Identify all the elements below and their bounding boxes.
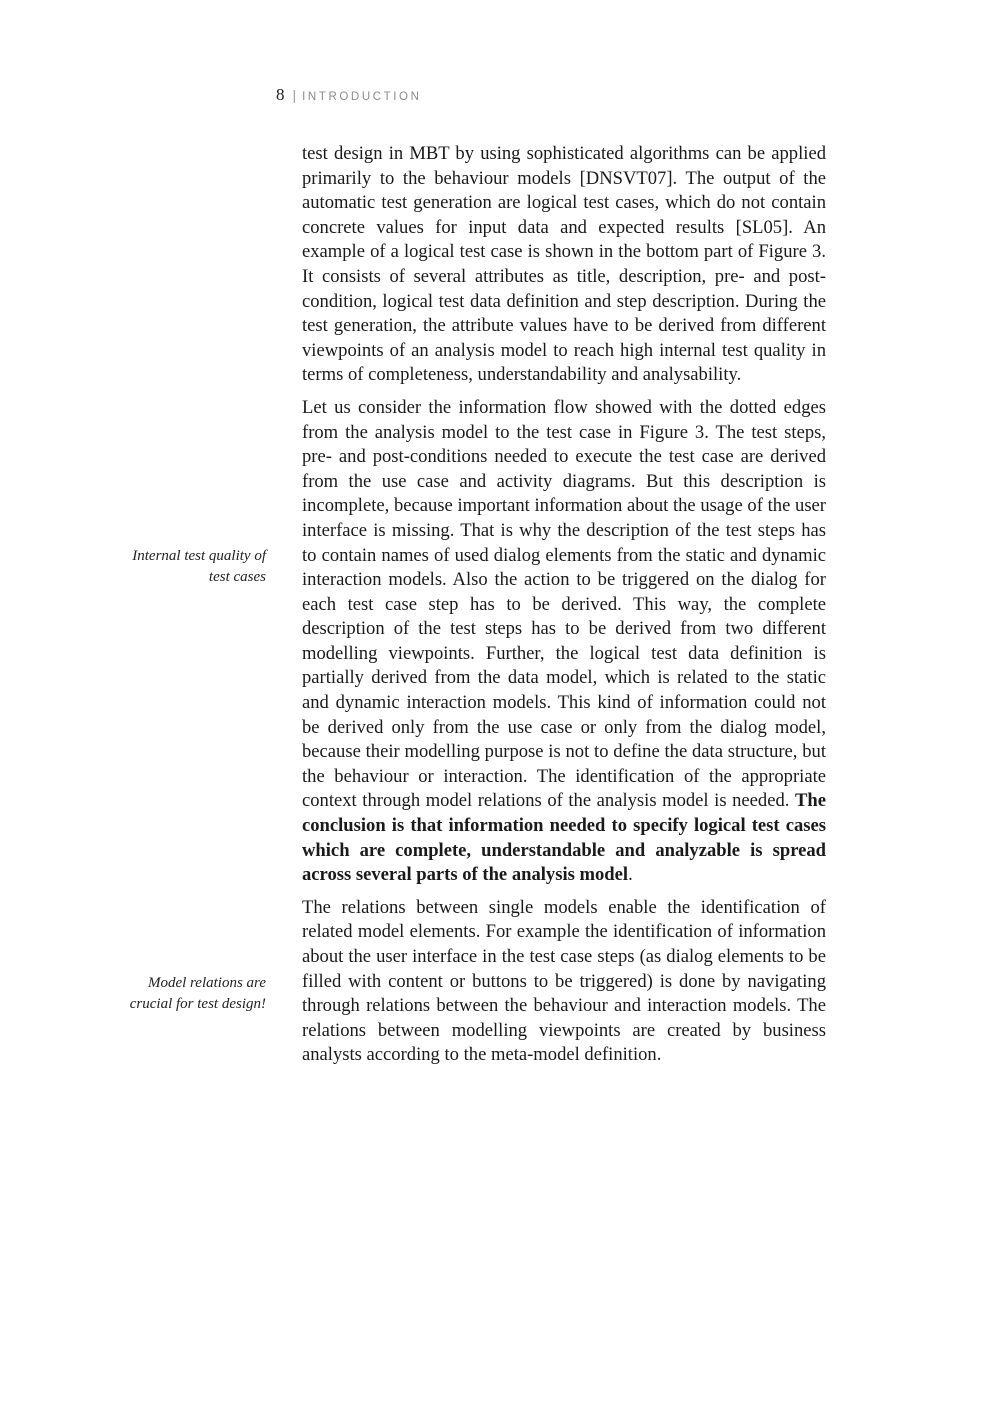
margin-note-model-relations: Model relations are crucial for test design! xyxy=(129,975,266,1012)
margin-note-internal-quality: Internal test quality of test cases xyxy=(132,548,266,585)
page-number: 8 xyxy=(276,85,285,104)
paragraph: The relations between single models enable the identification of related model elements. For example the identification of information about the user interface in the test case steps (as dialog elements to be filled with content or buttons to be triggered) is done by navigating through relations between the behaviour and interaction models. The relations between modelling viewpoints are created by business analysts according to the meta-model definition. xyxy=(302,896,826,1066)
paragraph: test design in MBT by using sophisticated algorithms can be applied primarily to the behaviour models [DNSVT07]. The output of the automatic test generation are logical test cases, which do not contain concrete values for input data and expected results [SL05]. An example of a logical test case is shown in the bottom part of Figure 3. It consists of several attributes as title, description, pre- and post-condition, logical test data definition and step description. During the test generation, the attribute values have to be derived from different viewpoints of an analysis model to reach high internal test quality in terms of completeness, understandability and analysability. xyxy=(302,143,826,386)
body-text xyxy=(302,142,826,1076)
paragraph-trailing: . xyxy=(628,864,633,886)
chapter-title: INTRODUCTION xyxy=(302,91,422,103)
paragraph xyxy=(302,396,826,888)
running-header xyxy=(276,85,422,107)
header-separator: | xyxy=(292,87,297,103)
paragraph-text: Let us consider the information flow showed with the dotted edges from the analysis model to the test case in Figure 3. The test steps, pre- and post-conditions needed to execute the test case are derived from the use case and activity diagrams. But this description is incomplete, because important information about the usage of the user interface is missing. That is why the description of the test steps has to contain names of used dialog elements from the static and dynamic interaction models. Also the action to be triggered on the dialog for each test case step has to be derived. This way, the complete description of the test steps has to be derived from two different modelling viewpoints. Further, the logical test data definition is partially derived from the data model, which is related to the static and dynamic interaction models. This kind of information could not be derived only from the use case or only from the dialog model, because their modelling purpose is not to define the data structure, but the behaviour or interaction. The identification of the appropriate context through model relations of the analysis model is needed. xyxy=(302,396,826,812)
conclusion-emphasis: The conclusion is that information needed to specify logical test cases which are complete, understandable and analyzable is spread across several parts of the analysis model xyxy=(302,790,826,886)
